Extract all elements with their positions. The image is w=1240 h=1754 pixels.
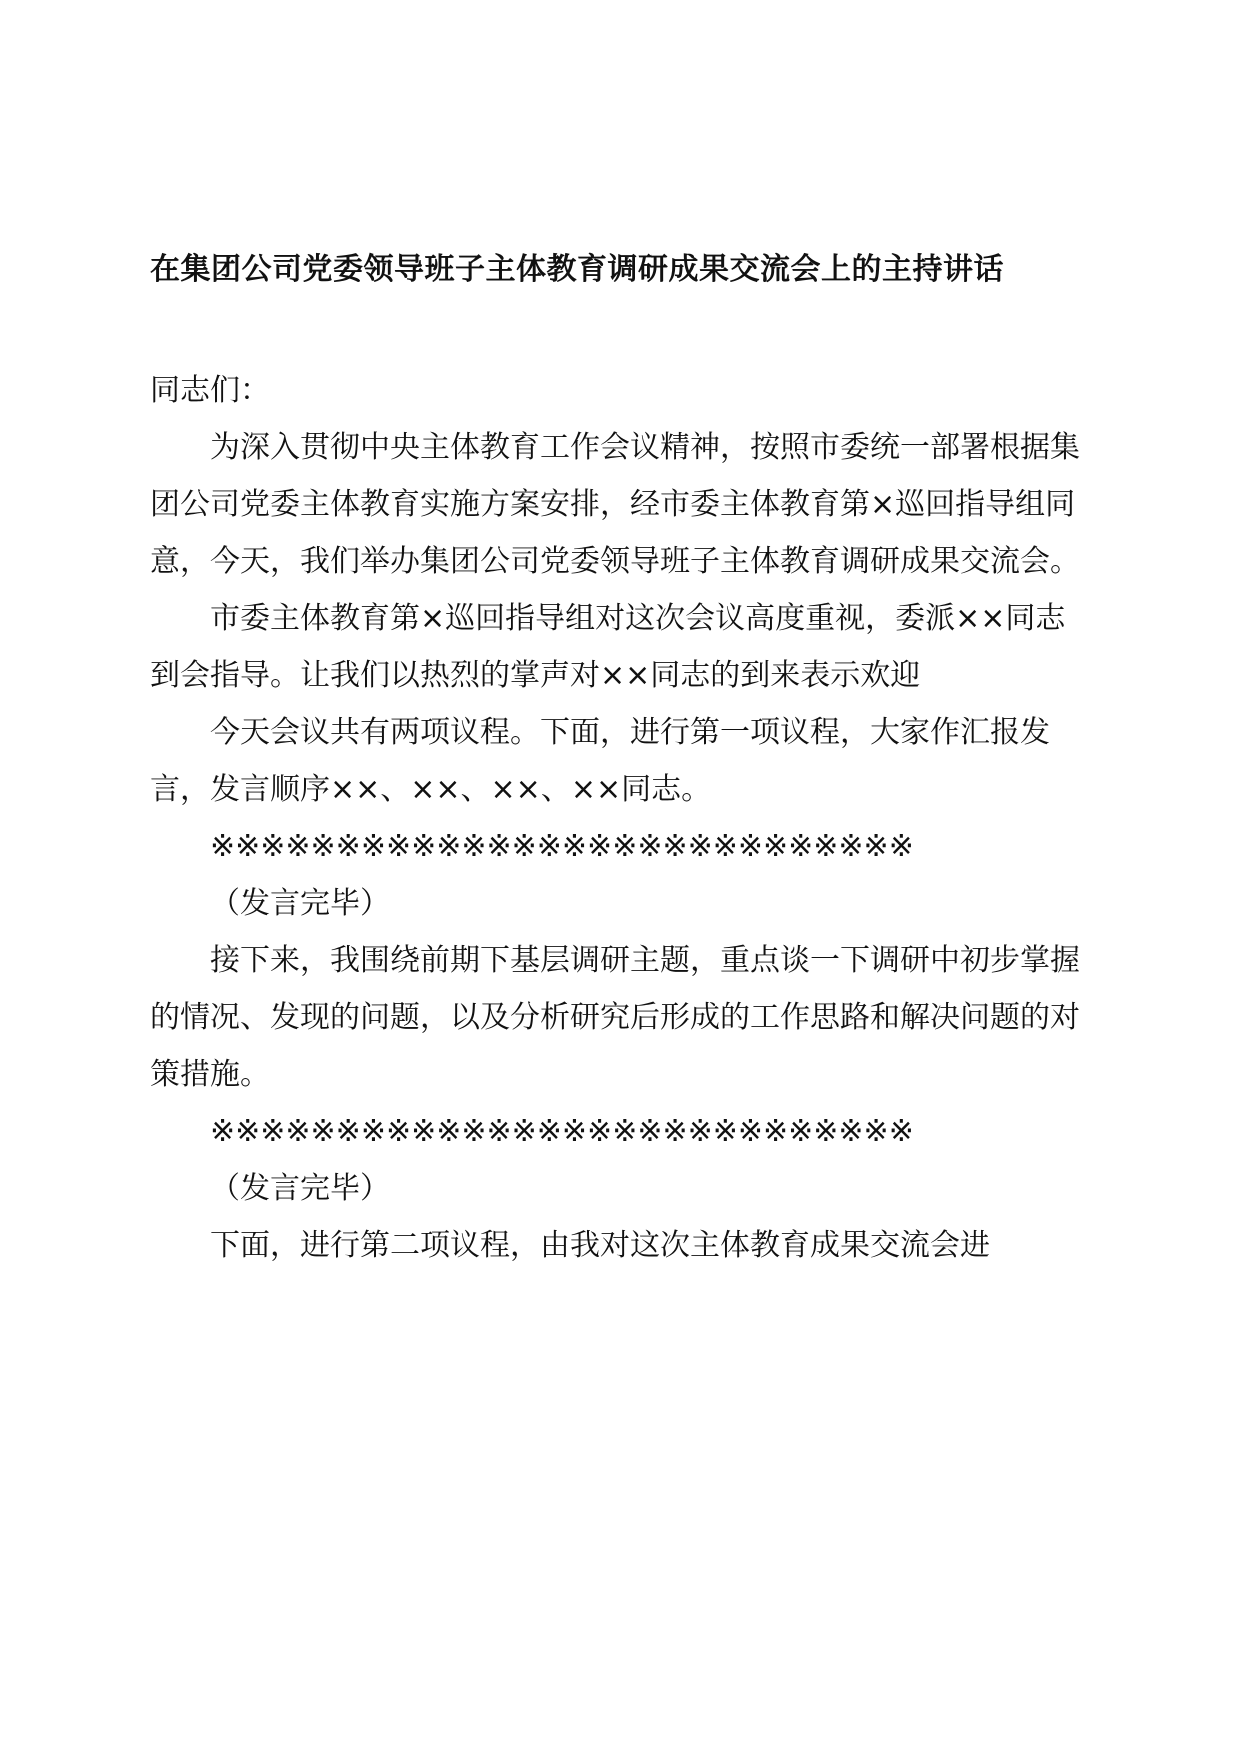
greeting: 同志们： xyxy=(150,373,270,408)
document-title: 在集团公司党委领导班子主体教育调研成果交流会上的主持讲话 xyxy=(150,252,1004,287)
paragraph-second-agenda: 下面，进行第二项议程，由我对这次主体教育成果交流会进 xyxy=(210,1228,990,1263)
document-body xyxy=(150,362,1090,1274)
separator-line: ※※※※※※※※※※※※※※※※※※※※※※※※※※※※ xyxy=(210,829,914,864)
speech-finished-note: （发言完毕） xyxy=(210,886,390,921)
paragraph-intro: 为深入贯彻中央主体教育工作会议精神，按照市委统一部署根据集团公司党委主体教育实施方案安排，经市委主体教育第×巡回指导组同意，今天，我们举办集团公司党委领导班子主体教育调研成果交流会。 xyxy=(150,430,1080,579)
paragraph-guidance-group: 市委主体教育第×巡回指导组对这次会议高度重视，委派××同志到会指导。让我们以热烈的掌声对××同志的到来表示欢迎 xyxy=(150,601,1066,693)
separator-line: ※※※※※※※※※※※※※※※※※※※※※※※※※※※※ xyxy=(210,1114,914,1149)
paragraph-agenda: 今天会议共有两项议程。下面，进行第一项议程，大家作汇报发言，发言顺序××、××、××、××同志。 xyxy=(150,715,1050,807)
paragraph-research: 接下来，我围绕前期下基层调研主题，重点谈一下调研中初步掌握的情况、发现的问题，以及分析研究后形成的工作思路和解决问题的对策措施。 xyxy=(150,943,1080,1092)
speech-finished-note: （发言完毕） xyxy=(210,1171,390,1206)
